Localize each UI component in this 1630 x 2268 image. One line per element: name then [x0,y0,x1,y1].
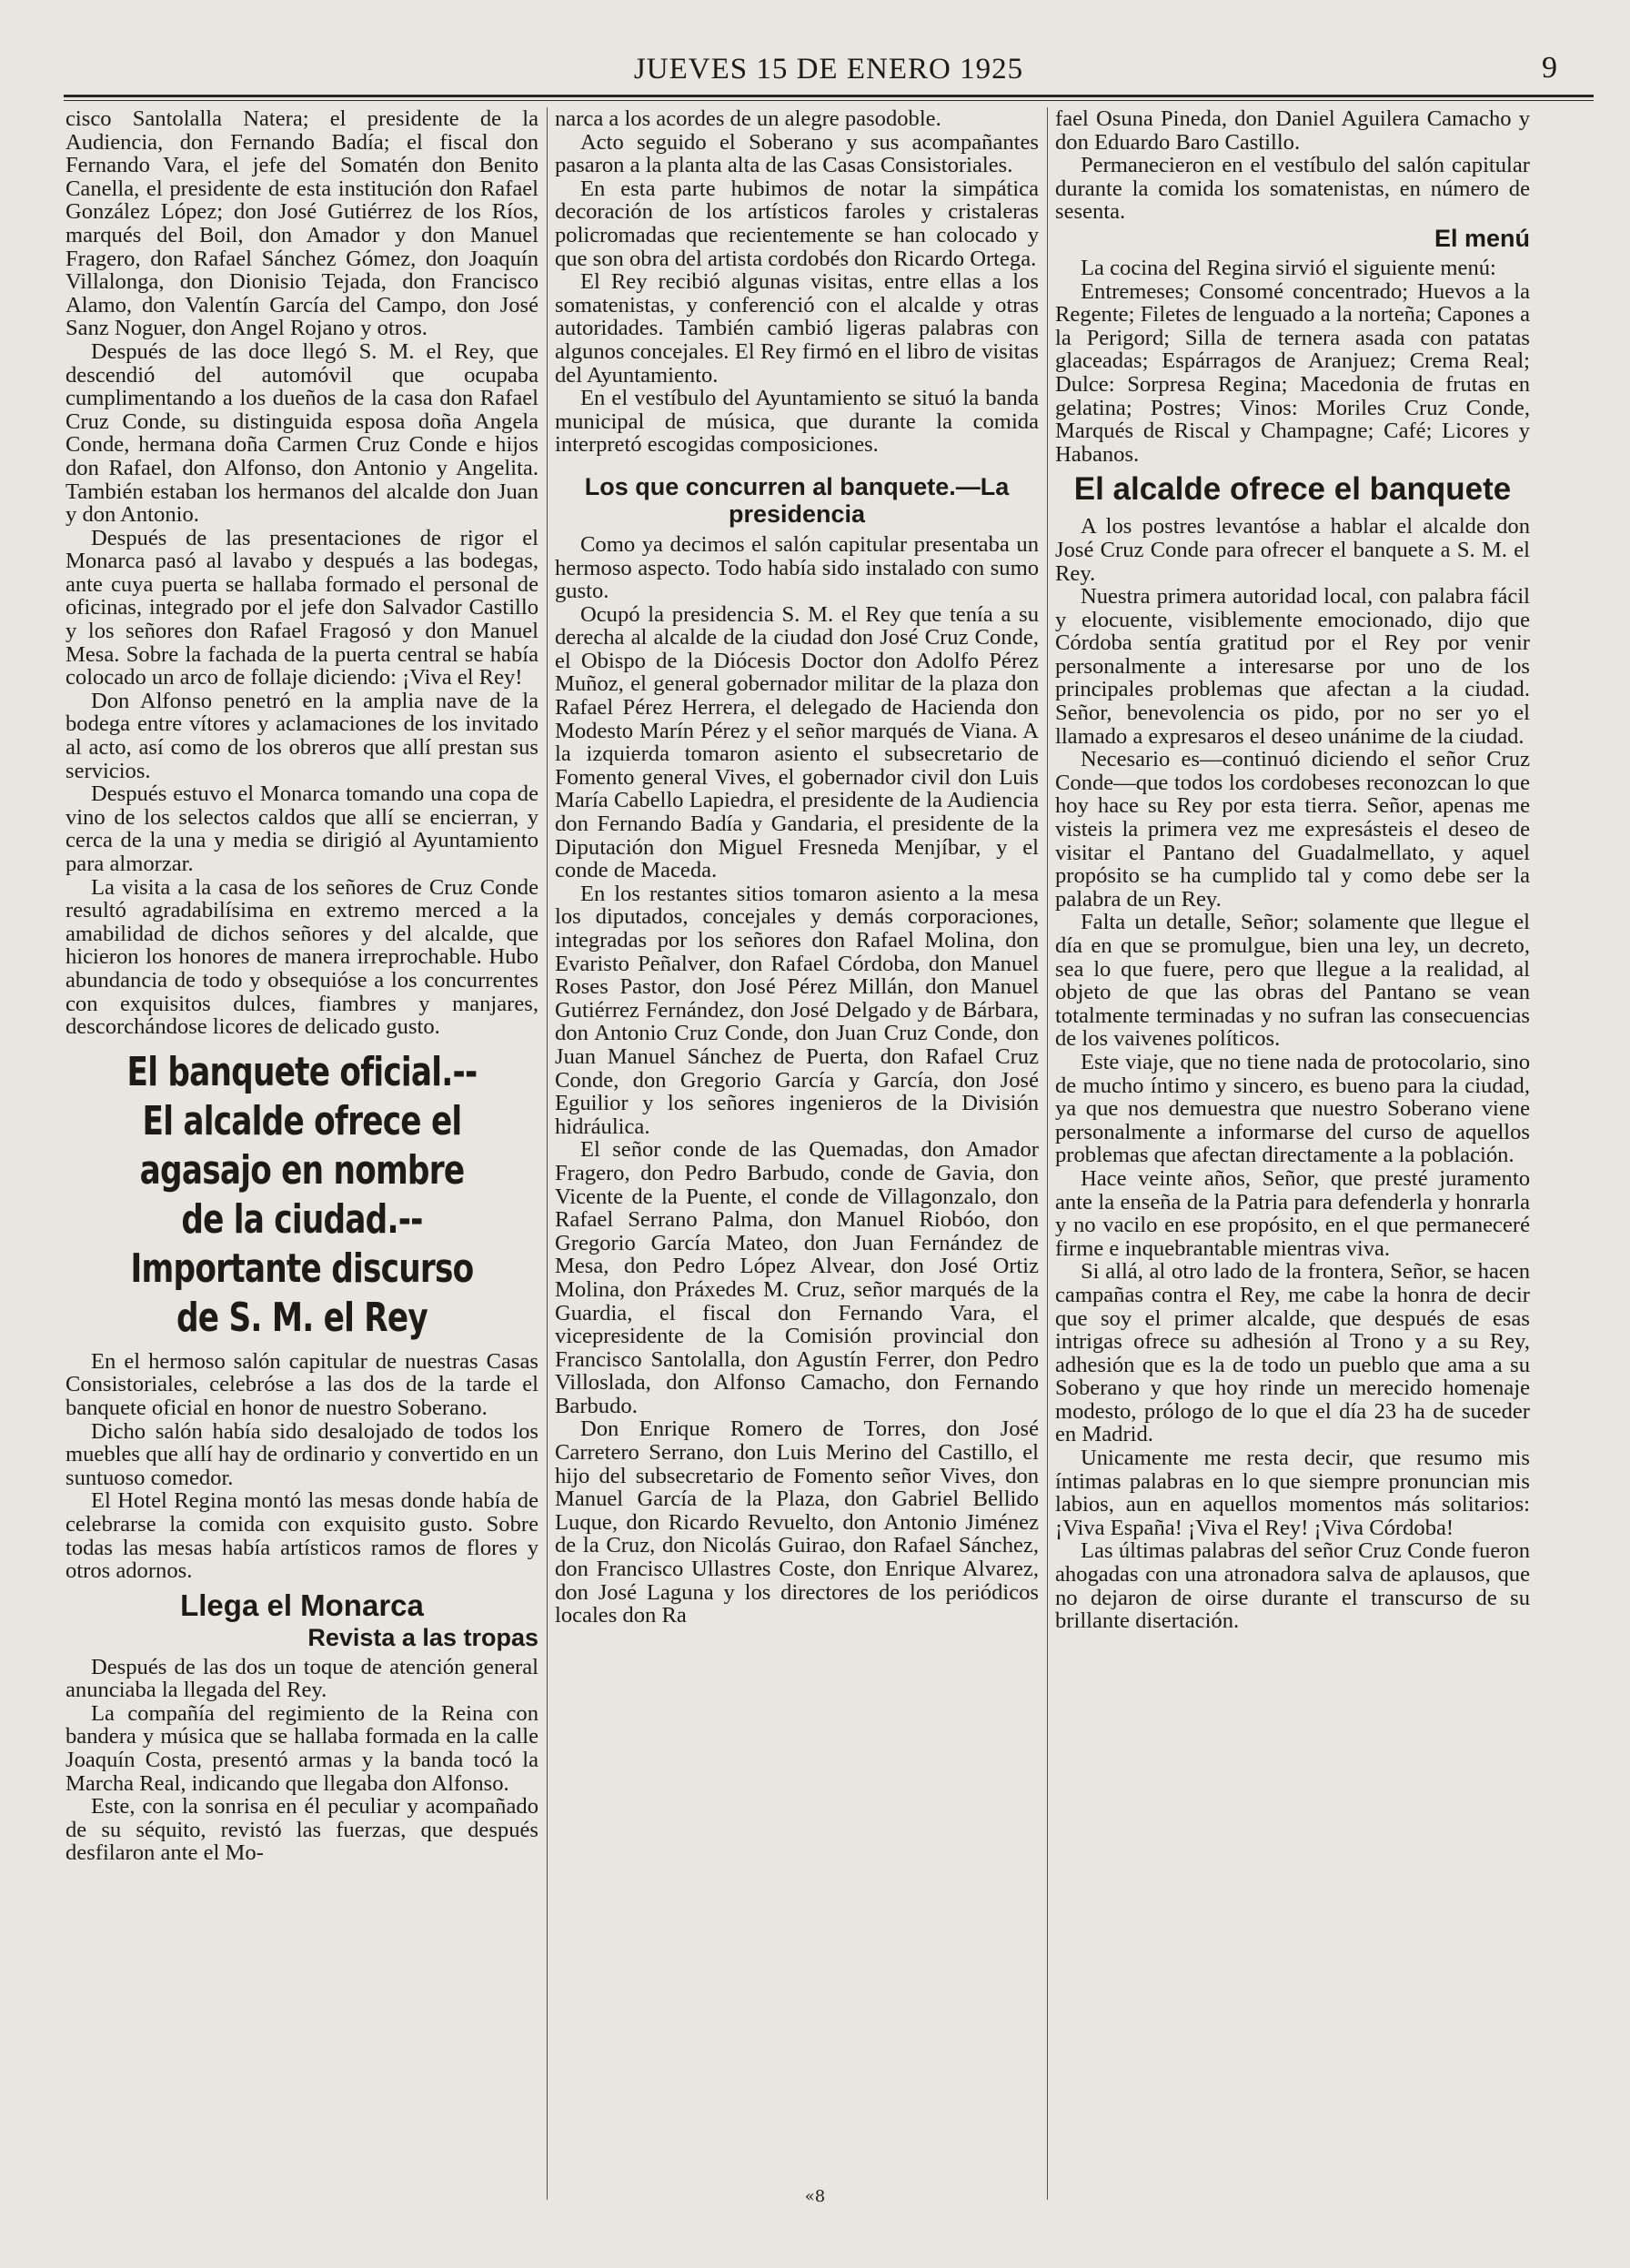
paragraph: Dicho salón había sido desalojado de todos los muebles que allí hay de ordinario y convertido en un suntuoso comedor. [65,1418,538,1490]
column-2 [555,107,1039,2209]
paragraph: Unicamente me resta decir, que resumo mis íntimas palabras en lo que siempre pronuncian mis labios, aun en aquellos momentos más solitarios: ¡Viva España! ¡Viva el Rey! ¡Viva Córdoba! [1055,1446,1530,1540]
page-number: 9 [1542,51,1557,85]
paragraph: En el hermoso salón capitular de nuestras Casas Consistoriales, celebróse a las dos de la tarde el banquete oficial en honor de nuestro Soberano. [65,1348,538,1420]
paragraph: cisco Santolalla Natera; el presidente de la Audiencia, don Fernando Badía; el fiscal don Fernando Vara, el jefe del Somatén don Benito Canella, el presidente de esta institución don Rafael González López; don José Gutiérrez de los Ríos, marqués del Boil, don Amador y don Manuel Fragero, don Rafael Sánchez Gómez, don Joaquín Villalonga, don Dionisio Tejada, don Francisco Alamo, don Valentín García del Campo, don José Sanz Noguer, don Angel Rojano y otros. [65,107,538,341]
paragraph: En esta parte hubimos de notar la simpática decoración de los artísticos faroles y cristaleras policromadas que recientemente se han colocado y que son obra del artista cordobés don Ricardo Ortega. [555,176,1039,271]
paragraph: La cocina del Regina sirvió el siguiente menú: [1081,255,1496,280]
column-3 [1055,107,1530,2209]
paragraph: La compañía del regimiento de la Reina con bandera y música que se hallaba formada en la calle Joaquín Costa, presentó armas y la banda tocó la Marcha Real, indicando que llegaba don Alfonso. [65,1700,538,1796]
paragraph: Ocupó la presidencia S. M. el Rey que tenía a su derecha al alcalde de la ciudad don José Cruz Conde, el Obispo de la Diócesis Doctor don Adolfo Pérez Muñoz, el general gobernador militar de la plaza don Rafael Pérez Herrera, el delegado de Hacienda don Modesto Marín Pérez y el señor marqués de Viana. A la izquierda tomaron asiento el subsecretario de Fomento general Vives, el gobernador civil don Luis María Cabello Lapiedra, el presidente de la Audiencia don Fernando Badía y Gandaria, el presidente de la Diputación don Miguel Fresneda Menjíbar, y el conde de Maceda. [555,601,1039,883]
paragraph: En los restantes sitios tomaron asiento a la mesa los diputados, concejales y demás corporaciones, integradas por los señores don Rafael Molina, don Evaristo Peñalver, don Rafael Córdoba, don Manuel Roses Pastor, don José Pérez Millán, don Manuel Gutiérrez Fernández, don José Delgado y de Bárbara, don Antonio Cruz Conde, don Juan Cruz Conde, don Juan Manuel Sánchez de Puerta, don Rafael Cruz Conde, don Gregorio García y García, don José Eguilior y los señores ingenieros de la División hidráulica. [555,881,1039,1139]
paragraph: Este viaje, que no tiene nada de protocolario, sino de mucho íntimo y sincero, es bueno para la ciudad, ya que nos demuestra que nuestro Soberano viene personalmente a informarse del curso de aquellos problemas que afectan directamente a la población. [1055,1049,1530,1168]
paragraph: Hace veinte años, Señor, que presté juramento ante la enseña de la Patria para defenderla y honrarla y no vacilo en ese propósito, en el que permaneceré firme e inquebrantable mientras viva. [1055,1165,1530,1261]
paragraph: Permanecieron en el vestíbulo del salón capitular durante la comida los somatenistas, en número de sesenta. [1055,153,1530,225]
column-1 [65,107,538,2209]
page-footer-mark: «8 [804,2187,826,2206]
paragraph: Después de las doce llegó S. M. el Rey, que descendió del automóvil que ocupaba cumplimentando a los dueños de la casa don Rafael Cruz Conde, su distinguida esposa doña Angela Conde, hermana doña Carmen Cruz Conde e hijos don Rafael, don Alfonso, don Antonio y Angelita. También estaban los hermanos del alcalde don Juan y don Antonio. [65,338,538,528]
paragraph: Don Enrique Romero de Torres, don José Carretero Serrano, don Luis Merino del Castillo, el hijo del subsecretario de Fomento señor Vives, don Manuel García de la Plaza, don Gabriel Bellido Luque, don Ricardo Revuelto, don Antonio Jiménez de la Cruz, don Nicolás Guirao, don Rafael Sánchez, don Francisco Ullastres Coste, don Enrique Alvarez, don José Laguna y los directores de los periódicos locales don Ra [555,1416,1039,1628]
header-date: JUEVES 15 DE ENERO 1925 [633,53,1024,86]
column-divider [547,107,548,2200]
paragraph: La visita a la casa de los señores de Cruz Conde resultó agradabilísima en extremo merced a la amabilidad de dichos señores y del alcalde, que hicieron los honores de manera irreprochable. Hubo abundancia de todo y obsequióse a los concurrentes con exquisitos dulces, fiambres y manjares, descorchándose licores de delicado gusto. [65,874,538,1040]
paragraph: A los postres levantóse a hablar el alcalde don José Cruz Conde para ofrecer el banquete a S. M. el Rey. [1055,514,1530,586]
subheading: Los que concurren al banquete.—La presidencia [584,472,1010,528]
paragraph: Como ya decimos el salón capitular presentaba un hermoso aspecto. Todo había sido instalado con sumo gusto. [555,531,1039,604]
paragraph: Después de las dos un toque de atención general anunciaba la llegada del Rey. [65,1654,538,1703]
column-divider [1047,107,1048,2200]
paragraph: narca a los acordes de un alegre pasodoble. [555,107,941,131]
paragraph: Después de las presentaciones de rigor el Monarca pasó al lavabo y después a las bodegas, ante cuya puerta se hallaba formado el personal de oficinas, integrado por el jefe don Salvador Castillo y los señores don Rafael Fragosó y don Manuel Mesa. Sobre la fachada de la puerta central se había colocado un arco de follaje diciendo: ¡Viva el Rey! [65,525,538,690]
subheading: El menú [1434,224,1530,252]
header-rule-thin [64,100,1594,101]
paragraph: El Hotel Regina montó las mesas donde había de celebrarse la comida con exquisito gusto. Sobre todas las mesas había artísticos ramos de flores y otros adornos. [65,1488,538,1584]
paragraph: El señor conde de las Quemadas, don Amador Fragero, don Pedro Barbudo, conde de Gavia, don Vicente de la Puente, el conde de Villagonzalo, don Rafael Serrano Palma, don Manuel Riobóo, don Gregorio García Mateo, don Juan Fernández de Mesa, don Pedro López Alvear, don José Ortiz Molina, don Práxedes M. Cruz, señor marqués de la Guardia, el fiscal don Fernando Vara, el vicepresidente de la Comisión provincial don Francisco Santolalla, don Agustín Ferrer, don Pedro Villoslada, don Alfonso Camacho, don Fernando Barbudo. [555,1137,1039,1418]
page-header [64,44,1594,98]
paragraph: Este, con la sonrisa en él peculiar y acompañado de su séquito, revistó las fuerzas, que después desfilaron ante el Mo- [65,1794,538,1866]
section-headline: El banquete oficial.--El alcalde ofrece el agasajo en nombre de la ciudad.--Importante discurso de S. M. el Rey [126,1048,478,1341]
paragraph: Entremeses; Consomé concentrado; Huevos a la Regente; Filetes de lenguado a la norteña; Capones a la Perigord; Silla de ternera asada con patatas glaceadas; Espárragos de Aranjuez; Crema Real; Dulce: Sorpresa Regina; Macedonia de frutas en gelatina; Postres; Vinos: Moriles Cruz Conde, Marqués de Riscal y Champagne; Café; Licores y Habanos. [1055,278,1530,467]
paragraph: Acto seguido el Soberano y sus acompañantes pasaron a la planta alta de las Casas Consistoriales. [555,129,1039,178]
paragraph: Nuestra primera autoridad local, con palabra fácil y elocuente, visiblemente emocionado, dijo que Córdoba sentía gratitud por el Rey por venir personalmente a interesarse por uno de los principales problemas que afectan a la ciudad. Señor, benevolencia os pido, por no ser yo el llamado a expresaros el deseo unánime de la ciudad. [1055,584,1530,749]
paragraph: El Rey recibió algunas visitas, entre ellas a los somatenistas, y conferenció con el alcalde y otras autoridades. También cambió ligeras palabras con algunos concejales. El Rey firmó en el libro de visitas del Ayuntamiento. [555,269,1039,388]
paragraph: Necesario es—continuó diciendo el señor Cruz Conde—que todos los cordobeses reconozcan lo que hoy hace su Rey por esta tierra. Señor, apenas me visteis la primera vez me expresásteis el deseo de visitar el Pantano del Guadalmellato, y aquel propósito se ha cumplido tal y como debe ser la palabra de un Rey. [1055,747,1530,912]
subheading: Llega el Monarca [180,1588,424,1622]
paragraph: Falta un detalle, Señor; solamente que llegue el día en que se promulgue, bien una ley, un decreto, sea lo que fuere, pero que llegue a la realidad, al objeto de que las obras del Pantano se vean totalmente terminadas y no sufran las consecuencias de los vaivenes políticos. [1055,910,1530,1052]
paragraph: Después estuvo el Monarca tomando una copa de vino de los selectos caldos que allí se encierran, y cerca de la una y media se dirigió al Ayuntamiento para almorzar. [65,781,538,876]
paragraph: fael Osuna Pineda, don Daniel Aguilera Camacho y don Eduardo Baro Castillo. [1055,107,1530,155]
subheading: Revista a las tropas [307,1623,538,1651]
paragraph: Las últimas palabras del señor Cruz Conde fueron ahogadas con una atronadora salva de aplausos, que no dejaron de oirse durante el transcurso de su brillante disertación. [1055,1538,1530,1634]
paragraph: En el vestíbulo del Ayuntamiento se situó la banda municipal de música, que durante la comida interpretó escogidas composiciones. [555,386,1039,458]
paragraph: Si allá, al otro lado de la frontera, Señor, se hacen campañas contra el Rey, me cabe la honra de decir que soy el primer alcalde, que después de esas intrigas ofrece su adhesión al Trono y a su Rey, adhesión que es la de todo un pueblo que ama a su Soberano y que hoy rinde un merecido homenaje modesto, prólogo de lo que el día 23 ha de suceder en Madrid. [1055,1259,1530,1447]
section-headline: El alcalde ofrece el banquete [1073,471,1512,508]
header-rule [64,95,1594,97]
paragraph: Don Alfonso penetró en la amplia nave de la bodega entre vítores y aclamaciones de los invitado al acto, así como de los obreros que allí prestan sus servicios. [65,688,538,783]
